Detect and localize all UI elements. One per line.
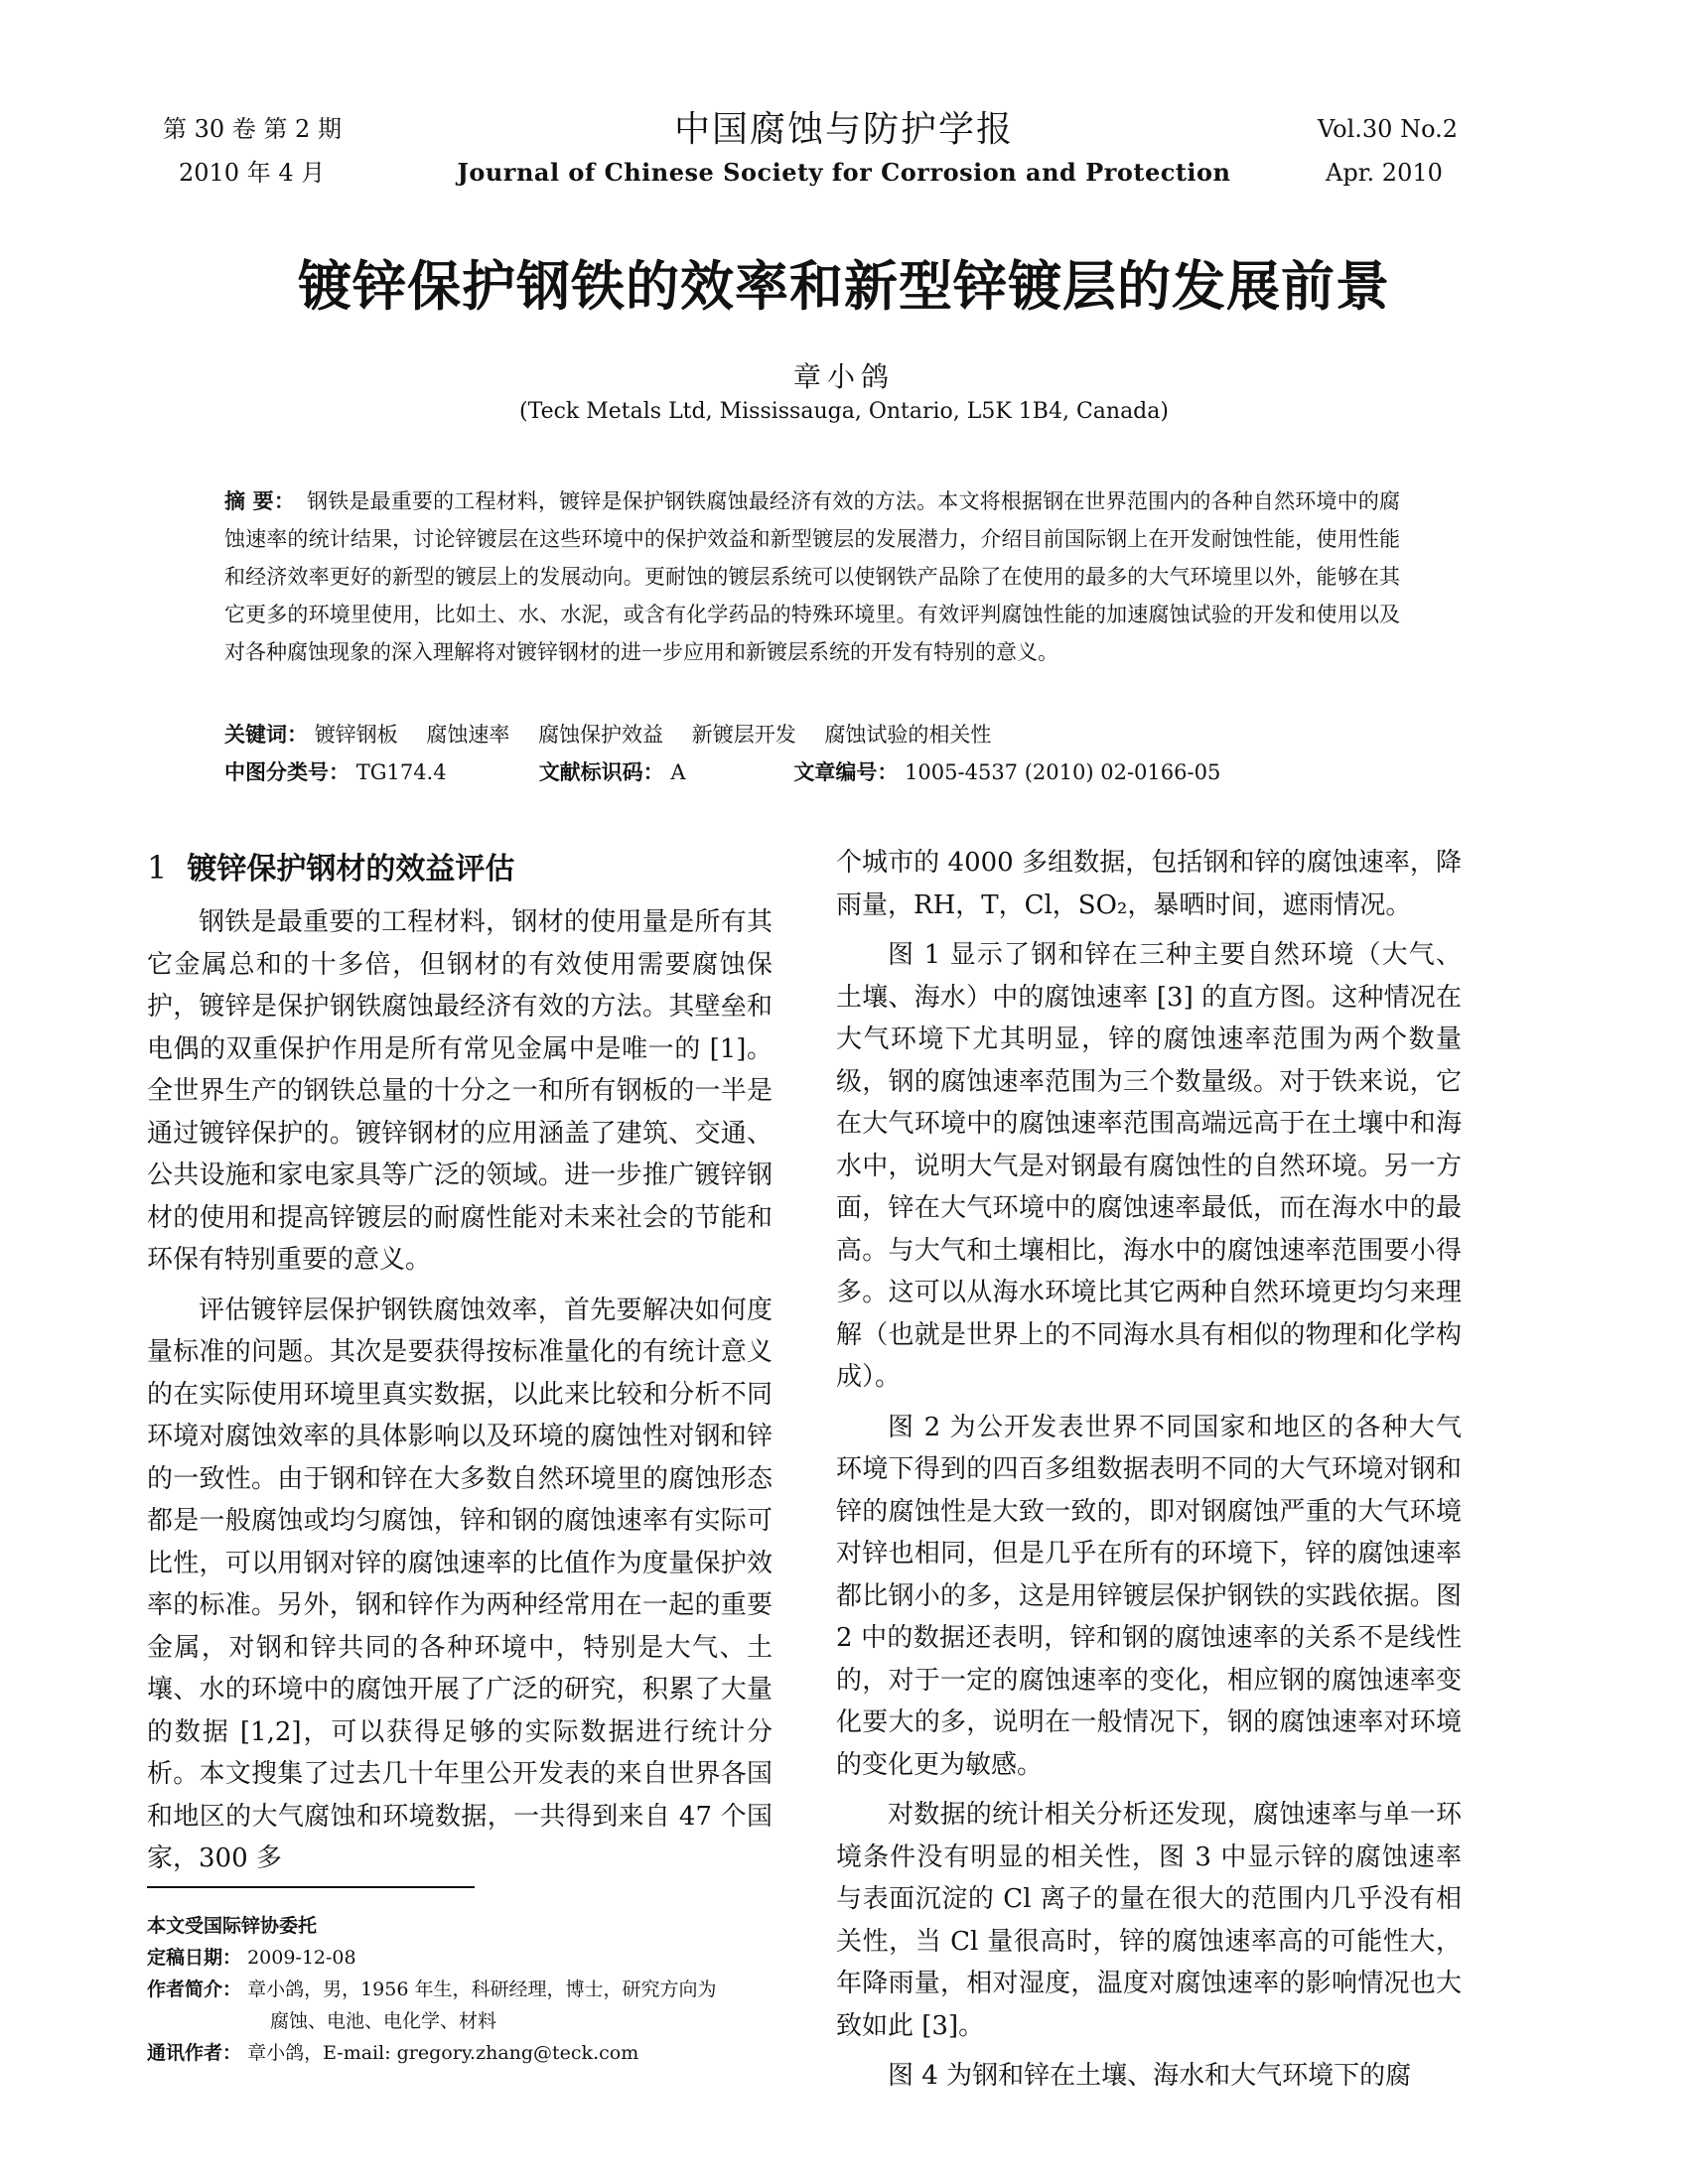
keywords-label: 关键词： [224,723,308,747]
keywords [224,717,1400,752]
article-author: 章小鸽 [792,360,895,393]
header-right [1318,107,1458,195]
article-no-label: 文章编号： [793,760,899,784]
paragraph: 图 4 为钢和锌在土壤、海水和大气环境下的腐 [888,2061,1412,2091]
section-heading [147,842,773,895]
abstract [224,482,1400,671]
left-column [147,842,773,1880]
received-value: 2009-12-08 [247,1947,356,1969]
received-date [147,1942,782,1974]
article-title: 镀锌保护钢铁的效率和新型锌镀层的发展前景 [298,255,1390,318]
page-header [0,107,1688,197]
right-column [836,842,1462,2098]
date-cn: 2010 年 4 月 [179,159,326,187]
article-affiliation: (Teck Metals Ltd, Mississauga, Ontario, L5K 1B4, Canada) [519,399,1169,424]
abstract-text: 钢铁是最重要的工程材料，镀锌是保护钢铁腐蚀最经济有效的方法。本文将根据钢在世界范围内的各种自然环境中的腐蚀速率的统计结果，讨论锌镀层在这些环境中的保护效益和新型镀层的发展潜力，介绍目前国际钢上在开发耐蚀性能，使用性能和经济效率更好的新型的镀层上的发展动向。更耐蚀的镀层系统可以使钢铁产品除了在使用的最多的大气环境里以外，能够在其它更多的环境里使用，比如土、水、水泥，或含有化学药品的特殊环境里。有效评判腐蚀性能的加速腐蚀试验的开发和使用以及对各种腐蚀现象的深入理解将对镀锌钢材的进一步应用和新镀层系统的开发有特别的意义。 [224,489,1400,664]
date-en: Apr. 2010 [1326,159,1443,187]
journal-title-cn: 中国腐蚀与防护学报 [673,109,1014,150]
section-title: 镀锌保护钢材的效益评估 [187,852,515,887]
footnote-rule [147,1886,475,1888]
journal-title-en: Journal of Chinese Society for Corrosion and Protection [457,158,1231,187]
paragraph: 图 2 为公开发表世界不同国家和地区的各种大气环境下得到的四百多组数据表明不同的大气环境对钢和锌的腐蚀性是大致一致的，即对钢腐蚀严重的大气环境对锌也相同，但是几乎在所有的环境下，锌的腐蚀速率都比钢小的多，这是用锌镀层保护钢铁的实践依据。图 2 中的数据还表明，锌和钢的腐蚀速率的关系不是线性的，对于一定的腐蚀速率的变化，相应钢的腐蚀速率变化要大的多，说明在一般情况下，钢的腐蚀速率对环境的变化更为敏感。 [836,1412,1462,1780]
doc-code-label: 文献标识码： [538,760,664,784]
classification-line [224,754,1400,790]
paragraph: 评估镀锌层保护钢铁腐蚀效率，首先要解决如何度量标准的问题。其次是要获得按标准量化的有统计意义的在实际使用环境里真实数据，以此来比较和分析不同环境对腐蚀效率的具体影响以及环境的腐蚀性对钢和锌的一致性。由于钢和锌在大多数自然环境里的腐蚀形态都是一般腐蚀或均匀腐蚀，锌和钢的腐蚀速率有实际可比性，可以用钢对锌的腐蚀速率的比值作为度量保护效率的标准。另外，钢和锌作为两种经常用在一起的重要金属，对钢和锌共同的各种环境中，特别是大气、土壤、水的环境中的腐蚀开展了广泛的研究，积累了大量的数据 [1,2]，可以获得足够的实际数据进行统计分析。本文搜集了过去几十年里公开发表的来自世界各国和地区的大气腐蚀和环境数据，一共得到来自 47 个国家，300 多 [147,1295,773,1873]
paragraph: 对数据的统计相关分析还发现，腐蚀速率与单一环境条件没有明显的相关性，图 3 中显示锌的腐蚀速率与表面沉淀的 Cl 离子的量在很大的范围内几乎没有相关性，当 Cl 量很高时，锌的腐蚀速率高的可能性大，年降雨量，相对湿度，温度对腐蚀速率的影响情况也大致如此 [3]。 [836,1800,1462,2041]
abstract-label: 摘 要： [224,489,296,513]
clc-value: TG174.4 [355,760,447,784]
footnote [147,1910,782,2069]
corresponding-author [147,2037,782,2069]
received-label: 定稿日期： [147,1947,242,1969]
article-no-value: 1005-4537 (2010) 02-0166-05 [905,760,1221,784]
doc-code-value: A [670,760,686,784]
article-no-group [793,754,1220,790]
keyword: 腐蚀速率 [426,723,510,747]
funding-note: 本文受国际锌协委托 [147,1915,318,1937]
author-bio [147,1974,782,2005]
keyword: 腐蚀保护效益 [538,723,664,747]
bio-value: 章小鸽，男，1956 年生，科研经理，博士，研究方向为 [247,1979,717,2000]
volume-en: Vol.30 No.2 [1318,115,1458,143]
corr-label: 通讯作者： [147,2042,242,2064]
clc-group [224,754,532,790]
corr-value: 章小鸽，E-mail: gregory.zhang@teck.com [247,2042,639,2064]
paragraph: 个城市的 4000 多组数据，包括钢和锌的腐蚀速率，降雨量，RH，T，Cl，SO₂，暴晒时间，遮雨情况。 [836,848,1462,920]
paragraph: 图 1 显示了钢和锌在三种主要自然环境（大气、土壤、海水）中的腐蚀速率 [3] 的直方图。这种情况在大气环境下尤其明显，锌的腐蚀速率范围为两个数量级，钢的腐蚀速率范围为三个数量级。对于铁来说，它在大气环境中的腐蚀速率范围高端远高于在土壤中和海水中，说明大气是对钢最有腐蚀性的自然环境。另一方面，锌在大气环境中的腐蚀速率最低，而在海水中的最高。与大气和土壤相比，海水中的腐蚀速率范围要小得多。这可以从海水环境比其它两种自然环境更均匀来理解（也就是世界上的不同海水具有相似的物理和化学构成）。 [836,940,1462,1392]
author-bio-cont: 腐蚀、电池、电化学、材料 [270,2010,497,2032]
keyword: 新镀层开发 [691,723,796,747]
doc-code-group [539,754,787,790]
volume-cn: 第 30 卷 第 2 期 [163,115,342,143]
keyword: 镀锌钢板 [314,723,398,747]
paragraph: 钢铁是最重要的工程材料，钢材的使用量是所有其它金属总和的十多倍，但钢材的有效使用需要腐蚀保护，镀锌是保护钢铁腐蚀最经济有效的方法。其壁垒和电偶的双重保护作用是所有常见金属中是唯一的 [1]。全世界生产的钢铁总量的十分之一和所有钢板的一半是通过镀锌保护的。镀锌钢材的应用涵盖了建筑、交通、公共设施和家电家具等广泛的领域。进一步推广镀锌钢材的使用和提高锌镀层的耐腐性能对未来社会的节能和环保有特别重要的意义。 [147,907,773,1275]
section-number: 1 [147,849,168,887]
bio-label: 作者简介： [147,1979,242,2000]
keyword: 腐蚀试验的相关性 [824,723,992,747]
clc-label: 中图分类号： [224,760,350,784]
